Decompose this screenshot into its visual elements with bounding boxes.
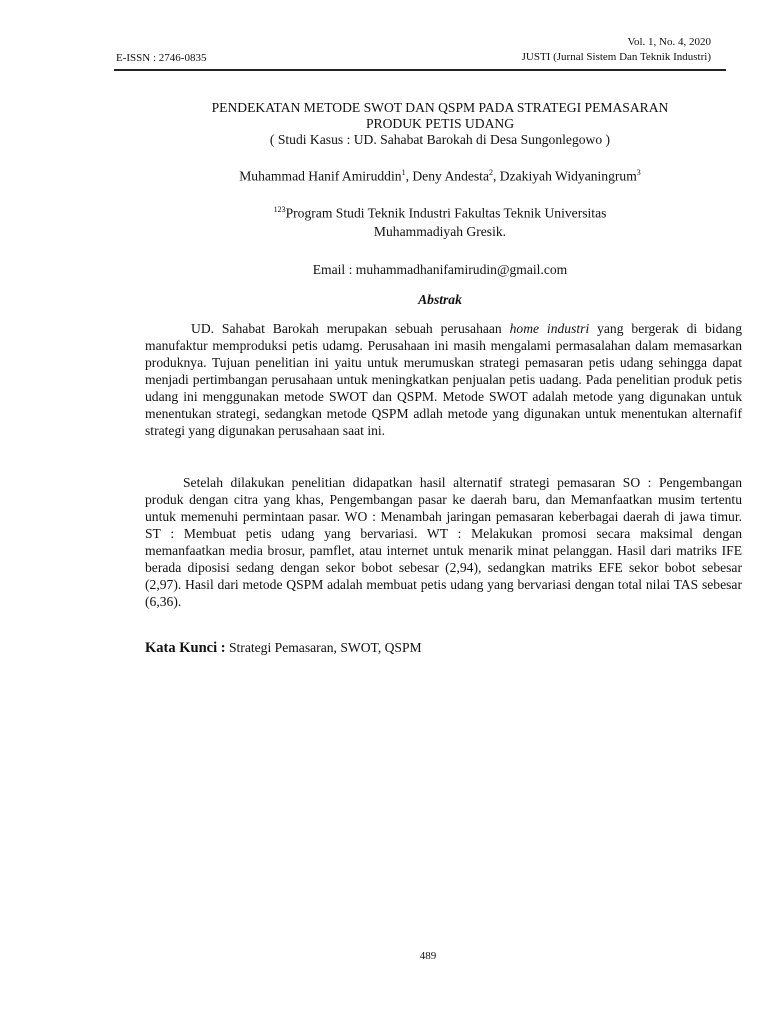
issn: E-ISSN : 2746-0835 xyxy=(116,52,207,64)
abstract-heading: Abstrak xyxy=(418,292,462,307)
author-3: Dzakiyah Widyaningrum xyxy=(499,168,637,184)
keywords xyxy=(145,640,422,657)
author-email: Email : muhammadhanifamirudin@gmail.com xyxy=(312,262,568,277)
title-subtitle: ( Studi Kasus : UD. Sahabat Barokah di Desa Sungonlegowo ) xyxy=(269,132,611,147)
keywords-value: Strategi Pemasaran, SWOT, QSPM xyxy=(225,640,422,655)
author-1: Muhammad Hanif Amiruddin xyxy=(239,168,402,184)
keywords-label: Kata Kunci : xyxy=(145,640,226,656)
title-line-1: PENDEKATAN METODE SWOT DAN QSPM PADA STRATEGI PEMASARAN xyxy=(211,100,669,115)
paper-title xyxy=(120,100,760,148)
affiliation-mark: 123 xyxy=(273,205,286,214)
author-2-mark: 2 xyxy=(489,168,493,177)
author-separator: , xyxy=(493,168,500,184)
abstract-paragraph-1 xyxy=(145,320,742,439)
volume-info: Vol. 1, No. 4, 2020 xyxy=(627,36,711,48)
header-divider xyxy=(114,69,726,71)
abstract-paragraph-2 xyxy=(145,474,742,610)
affiliation-line-2: Muhammadiyah Gresik. xyxy=(373,223,507,239)
author-separator: , xyxy=(405,168,413,184)
abstract-p1-text-b: yang bergerak di bidang manufaktur memproduksi petis udamg. Perusahaan ini masih mengalami permasalahan dalam memasarkan produknya. Tujuan penelitian ini yaitu untuk merumuskan strategi pemasaran petis udang sehingga dapat menjadi pertimbangan perusahaan untuk meningkatkan penjualan petis uadang. Pada penelitian produk petis udang ini menggunakan metode SWOT dan QSPM. Metode SWOT adalah metode yang digunakan untuk menentukan strategi, sedangkan metode QSPM adlah metode yang digunakan untuk menentukan alternafif strategi yang digunakan perusahaan saat ini. xyxy=(145,321,743,438)
author-list xyxy=(120,168,760,185)
author-2: Deny Andesta xyxy=(412,168,489,184)
abstract-p1-text-a: UD. Sahabat Barokah merupakan sebuah perusahaan xyxy=(191,321,510,336)
journal-name: JUSTI (Jurnal Sistem Dan Teknik Industri) xyxy=(521,51,711,63)
title-line-2: PRODUK PETIS UDANG xyxy=(365,116,515,131)
author-1-mark: 1 xyxy=(401,168,406,177)
author-3-mark: 3 xyxy=(636,168,641,177)
journal-header xyxy=(522,35,711,65)
page-number: 489 xyxy=(419,950,437,962)
abstract-p2-text: Setelah dilakukan penelitian didapatkan hasil alternatif strategi pemasaran SO : Pengembangan produk dengan citra yang khas, Pengembangan pasar ke daerah baru, dan Memanfaatkan musim tertentu untuk memenuhi permintaan pasar. WO : Menambah jaringan pemasaran keberbagai daerah di jawa timur. ST : Membuat petis udang yang bervariasi. WT : Melakukan promosi secara maksimal dengan memanfaatkan media brosur, pamflet, atau internet untuk menarik minat pelanggan. Hasil dari matriks IFE berada diposisi sedang dengan sekor bobot sebesar (2,94), sedangkan matriks EFE sekor bobot sebesar (2,97). Hasil dari metode QSPM adalah membuat petis udang yang bervariasi dengan total nilai TAS sebesar (6,36). xyxy=(145,475,742,609)
affiliation-line-1: Program Studi Teknik Industri Fakultas Teknik Universitas xyxy=(285,205,607,221)
affiliation xyxy=(120,201,760,241)
abstract-p1-emphasis: home industri xyxy=(509,321,590,336)
